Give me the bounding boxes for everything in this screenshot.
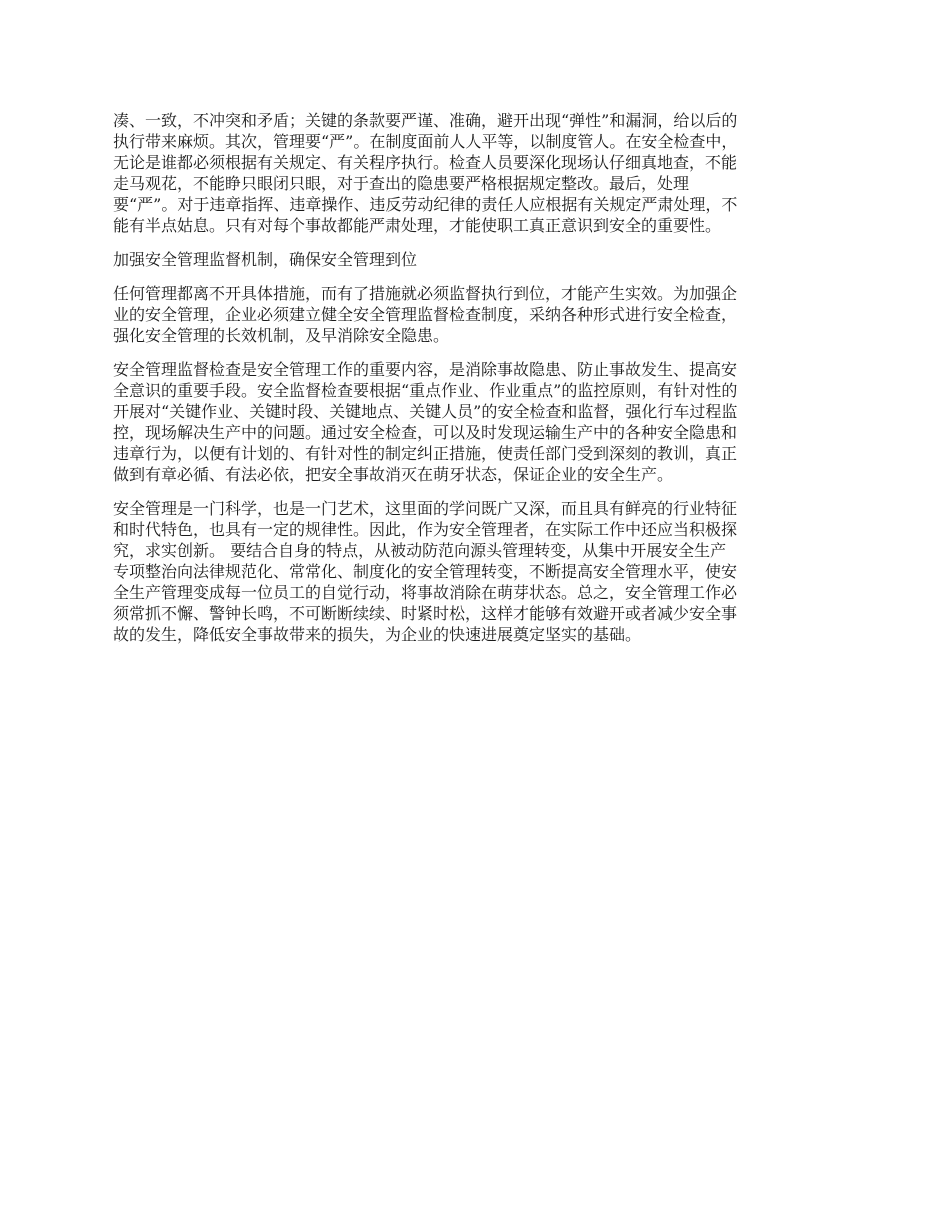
paragraph-strict-management: 凑、一致，不冲突和矛盾；关键的条款要严谨、准确，避开出现“弹性”和漏洞，给以后的 执行带来麻烦。其次，管理要“严”。在制度面前人人平等，以制度管人。在安全检查中， 无论是谁都必须根据有关规定、有关程序执行。检查人员要深化现场认仔细真地查，不能 走马观花，不能睁只眼闭只眼，对于查出的隐患要严格根据规定整改。最后，处理 要“严”。对于违章指挥、违章操作、违反劳动纪律的责任人应根据有关规定严肃处理，不 能有半点姑息。只有对每个事故都能严肃处理，才能使职工真正意识到安全的重要性。 bbox=[113, 111, 738, 235]
paragraph-supervision-measures: 任何管理都离不开具体措施，而有了措施就必须监督执行到位，才能产生实效。为加强企 业的安全管理，企业必须建立健全安全管理监督检查制度，采纳各种形式进行安全检查， 强化安全管理的长效机制，及早消除安全隐患。 bbox=[113, 284, 738, 345]
document-page bbox=[113, 110, 835, 658]
paragraph-science-and-art: 安全管理是一门科学，也是一门艺术，这里面的学问既广又深，而且具有鲜亮的行业特征 和时代特色，也具有一定的规律性。因此，作为安全管理者，在实际工作中还应当积极探 究，求实创新。 要结合自身的特点，从被动防范向源头管理转变，从集中开展安全生产 专项整治向法律规范化、常常化、制度化的安全管理转变，不断提高安全管理水平，使安 全生产管理变成每一位员工的自觉行动，将事故消除在萌芽状态。总之，安全管理工作必 须常抓不懈、警钟长鸣，不可断断续续、时紧时松，这样才能够有效避开或者减少安全事 故的发生，降低安全事故带来的损失，为企业的快速进展奠定坚实的基础。 bbox=[113, 499, 738, 644]
paragraph-supervision-inspection: 安全管理监督检查是安全管理工作的重要内容，是消除事故隐患、防止事故发生、提高安 全意识的重要手段。安全监督检查要根据“重点作业、作业重点”的监控原则，有针对性的 开展对“关键作业、关键时段、关键地点、关键人员”的安全检查和监督，强化行车过程监 控，现场解决生产中的问题。通过安全检查，可以及时发现运输生产中的各种安全隐患和 违章行为，以便有计划的、有针对性的制定纠正措施，使责任部门受到深刻的教训，真正 做到有章必循、有法必依，把安全事故消灭在萌牙状态，保证企业的安全生产。 bbox=[113, 360, 738, 484]
section-heading-supervision: 加强安全管理监督机制，确保安全管理到位 bbox=[113, 250, 418, 269]
